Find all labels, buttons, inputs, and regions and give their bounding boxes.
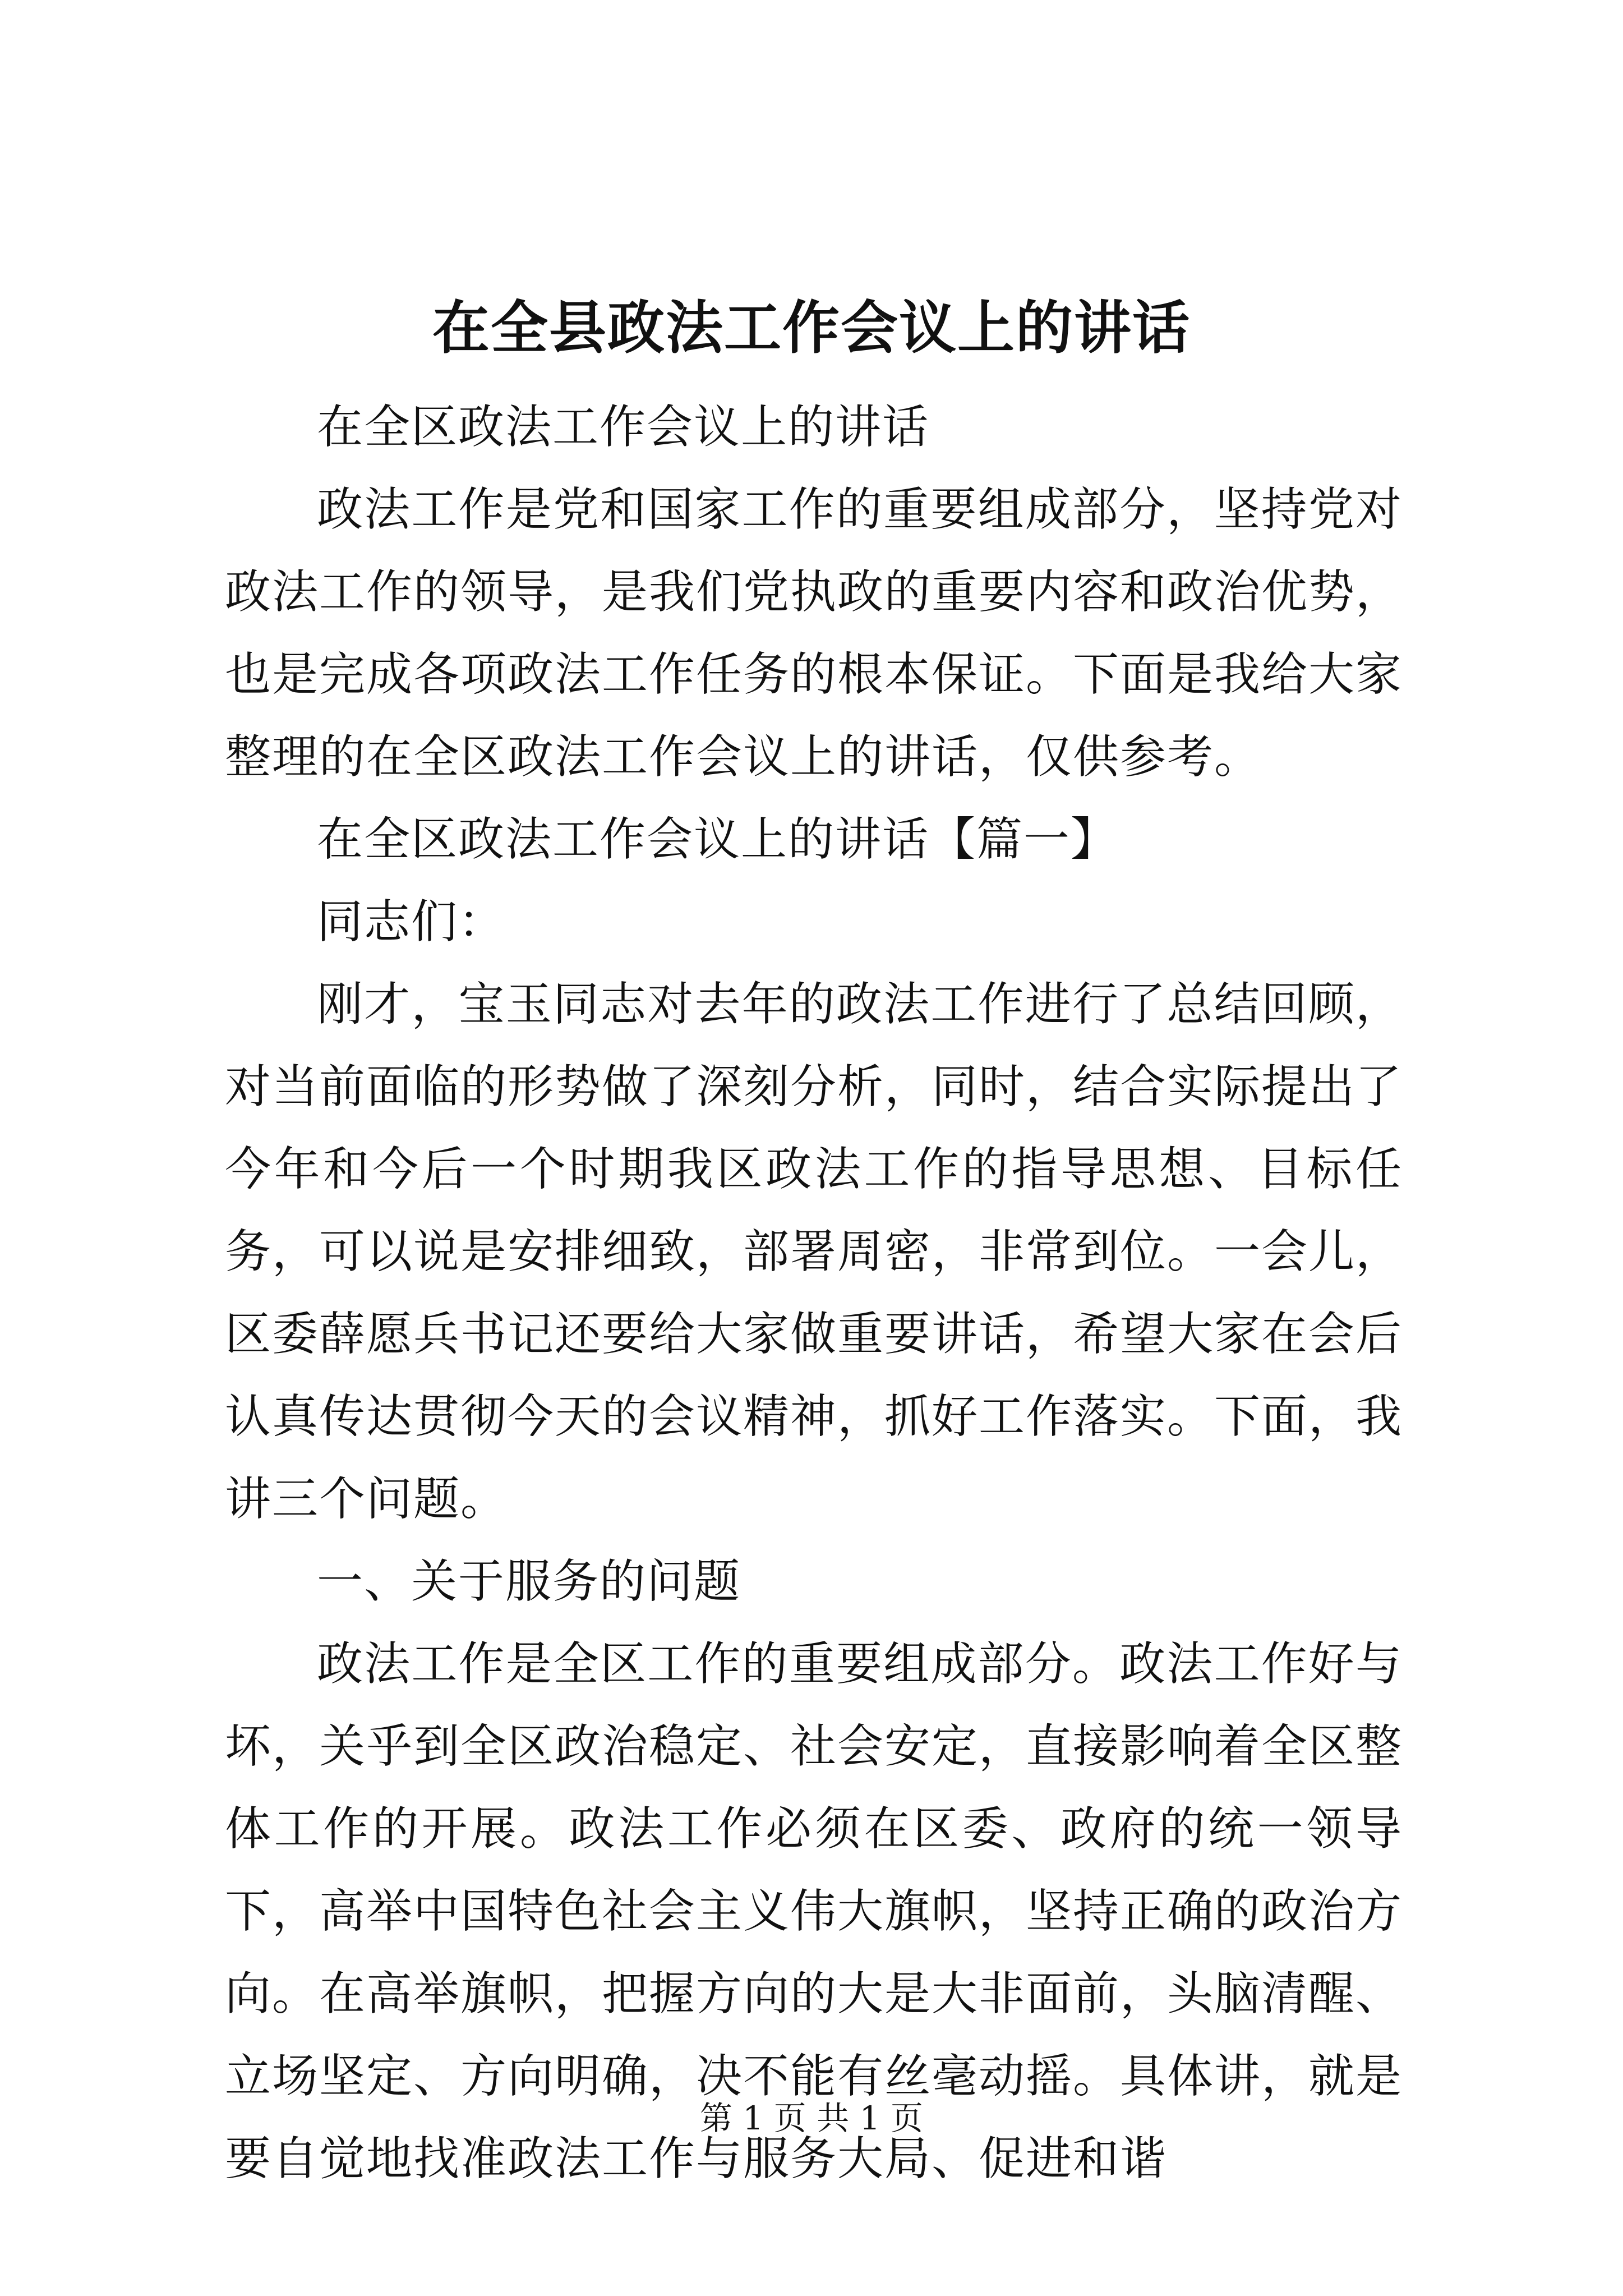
- paragraph-opening: 刚才，宝玉同志对去年的政法工作进行了总结回顾，对当前面临的形势做了深刻分析，同时，结合实际提出了今年和今后一个时期我区政法工作的指导思想、目标任务，可以说是安排细致，部署周密，非常到位。一会儿，区委薛愿兵书记还要给大家做重要讲话，希望大家在会后认真传达贯彻今天的会议精神，抓好工作落实。下面，我讲三个问题。: [225, 978, 1403, 1526]
- paragraph-intro: 政法工作是党和国家工作的重要组成部分，坚持党对政法工作的领导，是我们党执政的重要内容和政治优势，也是完成各项政法工作任务的根本保证。下面是我给大家整理的在全区政法工作会议上的讲话，仅供参考。: [225, 483, 1403, 784]
- paragraph-section-heading: 在全区政法工作会议上的讲话【篇一】: [317, 813, 1118, 866]
- page-footer: 第 1 页 共 1 页: [700, 2099, 923, 2137]
- document-title: 在全县政法工作会议上的讲话: [432, 295, 1191, 362]
- paragraph-subtitle: 在全区政法工作会议上的讲话: [317, 401, 930, 454]
- paragraph-point-body: 政法工作是全区工作的重要组成部分。政法工作好与坏，关乎到全区政治稳定、社会安定，直接影响着全区整体工作的开展。政法工作必须在区委、政府的统一领导下，高举中国特色社会主义伟大旗帜，坚持正确的政治方向。在高举旗帜，把握方向的大是大非面前，头脑清醒、立场坚定、方向明确，决不能有丝毫动摇。具体讲，就是要自觉地找准政法工作与服务大局、促进和谐: [225, 1637, 1403, 2185]
- paragraph-salutation: 同志们：: [317, 895, 506, 949]
- document-body: [225, 386, 1403, 2200]
- paragraph-point-heading: 一、关于服务的问题: [317, 1555, 741, 1608]
